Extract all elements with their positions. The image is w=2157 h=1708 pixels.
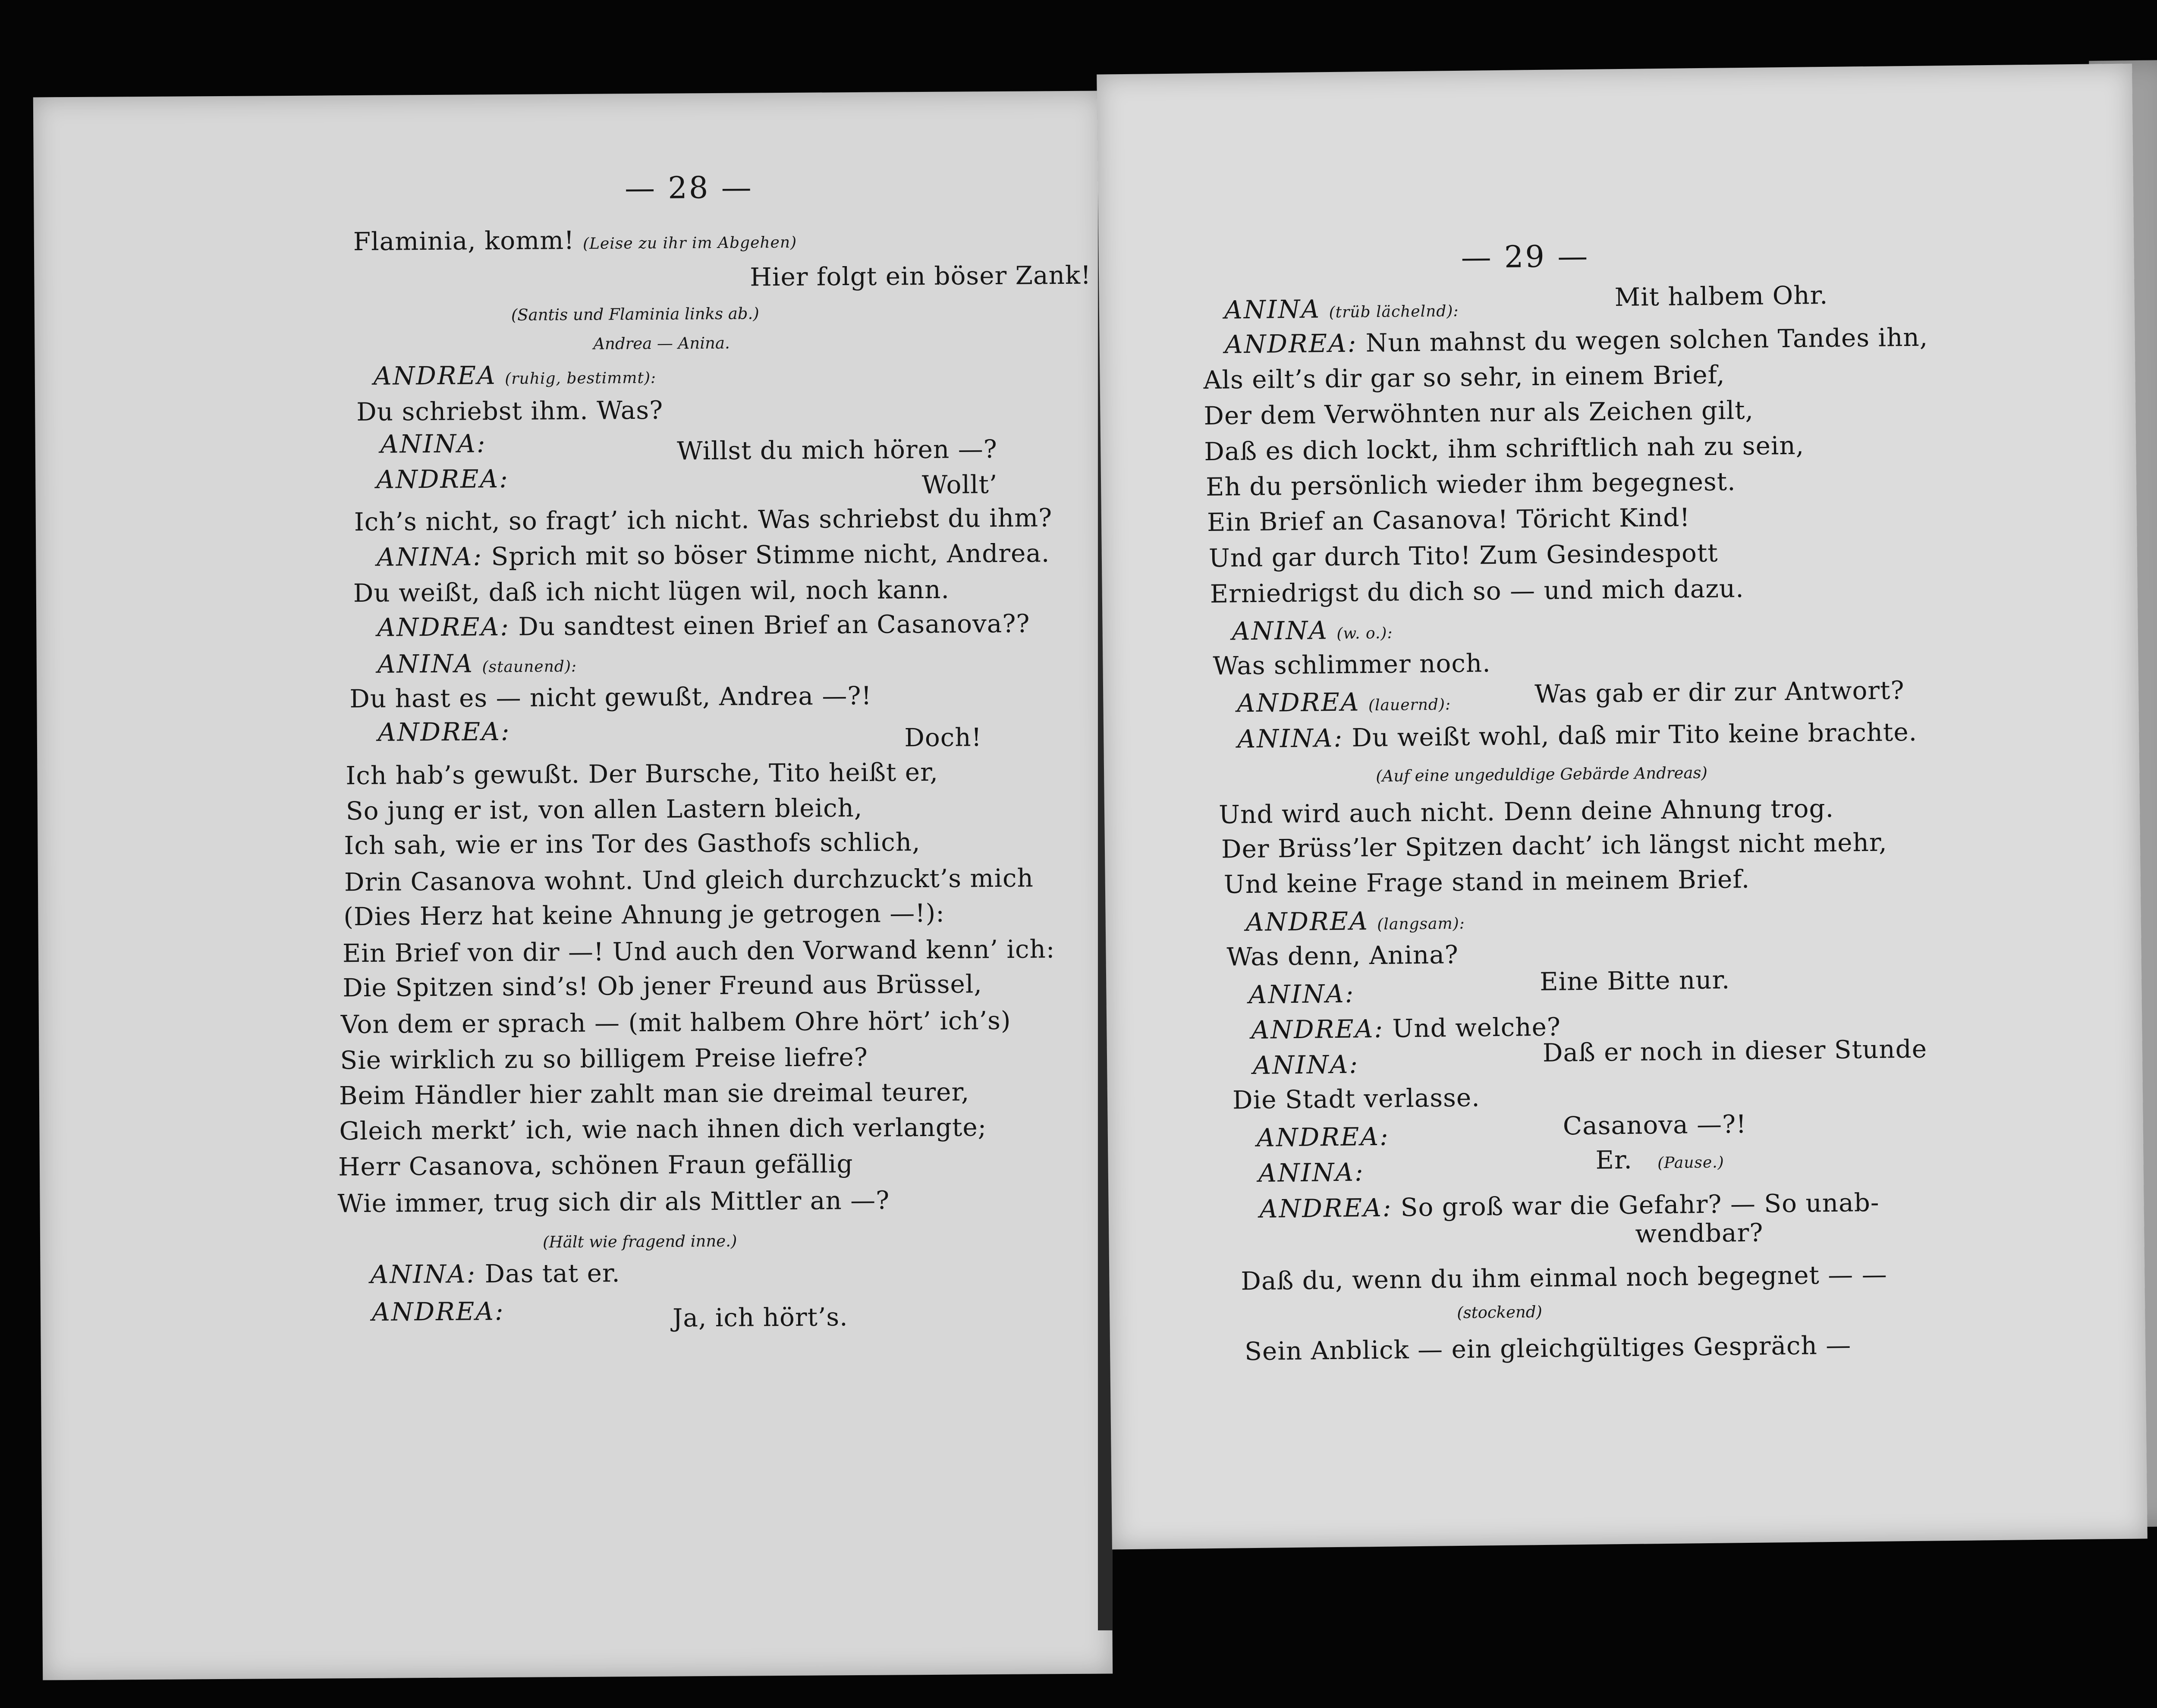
verse-line: Daß es dich lockt, ihm schriftlich nah zu sein,: [1204, 430, 1805, 467]
verse-line: Ich sah, wie er ins Tor des Gasthofs schlich,: [344, 827, 921, 860]
verse-line: Hier folgt ein böser Zank!: [750, 260, 1091, 292]
verse-line: Drin Casanova wohnt. Und gleich durchzuckt’s mich: [344, 863, 1034, 897]
verse-line: Ich’s nicht, so fragt’ ich nicht. Was schriebst du ihm?: [354, 503, 1053, 537]
verse-line: Und gar durch Tito! Zum Gesindespott: [1208, 538, 1718, 573]
verse-line: Der dem Verwöhnten nur als Zeichen gilt,: [1204, 395, 1754, 431]
verse-line: Die Stadt verlasse.: [1232, 1083, 1480, 1115]
verse-line: Er. (Pause.): [1595, 1145, 1724, 1175]
verse-line: Sie wirklich zu so billigem Preise liefre?: [340, 1042, 868, 1075]
verse-line: Du hast es — nicht gewußt, Andrea —?!: [349, 681, 872, 714]
verse-line: So jung er ist, von allen Lastern bleich,: [346, 793, 863, 826]
verse-line: Von dem er sprach — (mit halbem Ohre hört’ ich’s): [340, 1005, 1011, 1039]
verse-line: Du schriebst ihm. Was?: [356, 395, 663, 427]
verse-line: Eh du persönlich wieder ihm begegnest.: [1205, 467, 1736, 502]
verse-line: Casanova —?!: [1563, 1109, 1747, 1141]
speaker-line: ANDREA:: [377, 716, 511, 747]
speaker-line: ANDREA: Nun mahnst du wegen solchen Tandes ihn,: [1224, 322, 1928, 359]
speaker-line: ANINA:: [1252, 1049, 1359, 1080]
speaker-line: ANDREA (ruhig, bestimmt):: [373, 361, 657, 391]
verse-line: Erniedrigst du dich so — und mich dazu.: [1210, 574, 1744, 609]
speaker-line: ANDREA: Und welche?: [1251, 1012, 1561, 1045]
verse-line: Ja, ich hört’s.: [672, 1302, 848, 1333]
verse-line: Was gab er dir zur Antwort?: [1534, 675, 1905, 709]
verse-line: Was schlimmer noch.: [1213, 648, 1491, 681]
right-page: [1097, 64, 2148, 1550]
speaker-line: ANINA: Sprich mit so böser Stimme nicht, Andrea.: [377, 538, 1050, 572]
speaker-line: ANINA:: [1258, 1157, 1365, 1188]
left-page: [33, 91, 1113, 1680]
verse-line: Willst du mich hören —?: [676, 434, 998, 466]
page-number: — 28 —: [624, 170, 753, 206]
speaker-line: ANDREA (lauernd):: [1237, 687, 1451, 718]
speaker-line: ANINA: Das tat er.: [370, 1258, 620, 1289]
verse-line: Ein Brief an Casanova! Töricht Kind!: [1207, 502, 1691, 537]
verse-line: Herr Casanova, schönen Fraun gefällig: [338, 1149, 853, 1182]
stage-direction: (Auf eine ungeduldige Gebärde Andreas): [1376, 763, 1708, 785]
verse-line: Mit halbem Ohr.: [1614, 280, 1828, 312]
speaker-line: ANDREA:: [371, 1296, 505, 1327]
verse-line: Was denn, Anina?: [1226, 939, 1459, 972]
speaker-line: ANINA (trüb lächelnd):: [1224, 294, 1459, 325]
speaker-line: ANINA:: [1248, 979, 1355, 1010]
speaker-line: ANDREA (langsam):: [1245, 906, 1465, 937]
verse-line: Flaminia, komm! (Leise zu ihr im Abgehen): [353, 225, 797, 257]
verse-line: Beim Händler hier zahlt man sie dreimal teurer,: [339, 1077, 970, 1111]
verse-line: Eine Bitte nur.: [1539, 965, 1730, 997]
stage-direction: (Santis und Flaminia links ab.): [511, 304, 759, 324]
verse-line: Die Spitzen sind’s! Ob jener Freund aus Brüssel,: [343, 969, 983, 1003]
page-number: — 29 —: [1461, 238, 1590, 275]
verse-line: Wollt’: [921, 469, 998, 500]
verse-line: Daß er noch in dieser Stunde: [1542, 1034, 1927, 1068]
verse-line: Du weißt, daß ich nicht lügen wil, noch kann.: [353, 575, 950, 608]
speaker-line: ANDREA:: [376, 464, 509, 494]
speaker-line: ANINA: Du weißt wohl, daß mir Tito keine brachte.: [1237, 717, 1918, 754]
verse-line: Ein Brief von dir —! Und auch den Vorwand kenn’ ich:: [342, 934, 1055, 968]
speaker-line: ANINA (staunend):: [377, 649, 577, 679]
verse-line: Und wird auch nicht. Denn deine Ahnung trog.: [1218, 793, 1834, 829]
speaker-line: ANDREA: Du sandtest einen Brief an Casanova??: [377, 609, 1030, 642]
speaker-line: ANDREA:: [1256, 1121, 1390, 1152]
verse-line: Doch!: [904, 722, 982, 753]
verse-line: wendbar?: [1635, 1218, 1764, 1249]
speaker-line: ANINA (w. o.):: [1232, 615, 1393, 646]
verse-line: Und keine Frage stand in meinem Brief.: [1223, 864, 1750, 899]
verse-line: Sein Anblick — ein gleichgültiges Gespräch —: [1244, 1330, 1852, 1366]
verse-line: Daß du, wenn du ihm einmal noch begegnet — —: [1241, 1259, 1887, 1296]
stage-direction: (stockend): [1457, 1303, 1543, 1322]
verse-line: Als eilt’s dir gar so sehr, in einem Brief,: [1203, 360, 1725, 395]
stage-direction: (Hält wie fragend inne.): [542, 1231, 737, 1252]
speaker-line: ANINA:: [380, 429, 487, 459]
verse-line: (Dies Herz hat keine Ahnung je getrogen —!):: [343, 898, 945, 932]
speaker-line: ANDREA: So groß war die Gefahr? — So unab-: [1259, 1187, 1880, 1224]
verse-line: Wie immer, trug sich dir als Mittler an —?: [337, 1185, 890, 1218]
verse-line: Ich hab’s gewußt. Der Bursche, Tito heißt er,: [346, 757, 939, 791]
verse-line: Der Brüss’ler Spitzen dacht’ ich längst nicht mehr,: [1221, 827, 1887, 864]
stage-direction: Andrea — Anina.: [593, 333, 730, 353]
verse-line: Gleich merkt’ ich, wie nach ihnen dich verlangte;: [339, 1112, 987, 1146]
